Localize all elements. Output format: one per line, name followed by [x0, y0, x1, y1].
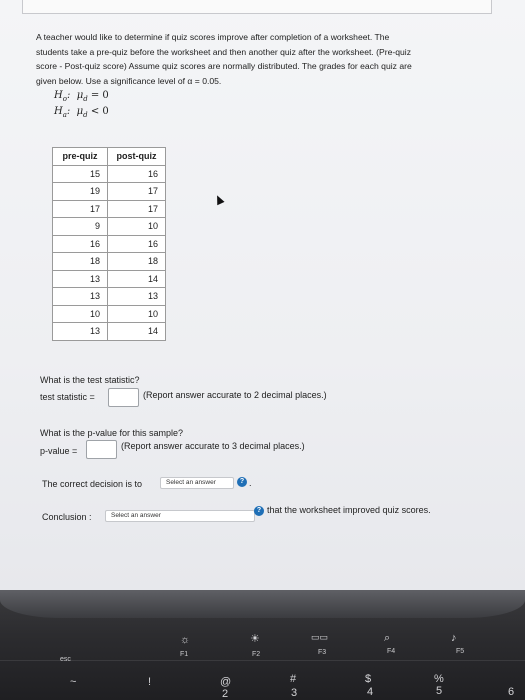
- pre-quiz-cell: 19: [53, 183, 108, 201]
- keyboard-row-divider: [0, 660, 525, 661]
- post-quiz-cell: 17: [108, 183, 166, 201]
- mission-control-icon: ▭▭: [311, 632, 329, 642]
- pre-quiz-cell: 13: [53, 323, 108, 341]
- problem-line: given below. Use a significance level of α = 0.05.: [36, 75, 222, 86]
- key-percent[interactable]: %: [434, 673, 444, 685]
- pre-quiz-cell: 13: [53, 288, 108, 306]
- pre-quiz-cell: 17: [53, 200, 108, 218]
- laptop-bezel: [0, 590, 525, 618]
- key-4[interactable]: 4: [367, 686, 374, 698]
- key-tilde[interactable]: ~: [70, 676, 77, 688]
- pvalue-note: (Report answer accurate to 3 decimal places.): [121, 441, 305, 451]
- key-dollar[interactable]: $: [365, 673, 372, 685]
- conclusion-tail: that the worksheet improved quiz scores.: [267, 505, 431, 515]
- post-quiz-cell: 16: [108, 165, 166, 183]
- brightness-down-icon: ☼: [180, 634, 191, 646]
- column-header-post-quiz: post-quiz: [108, 148, 166, 166]
- post-quiz-cell: 14: [108, 323, 166, 341]
- post-quiz-cell: 10: [108, 305, 166, 323]
- conclusion-label: Conclusion :: [42, 512, 92, 522]
- table-row: [53, 305, 166, 323]
- microphone-icon: ♪: [451, 632, 457, 644]
- problem-line: score - Post-quiz score) Assume quiz scores are normally distributed. The grades for each quiz are: [36, 61, 412, 72]
- key-3[interactable]: 3: [291, 687, 298, 699]
- alternative-hypothesis: $H_a$: $\mu_d < 0$: [54, 106, 109, 119]
- help-icon[interactable]: ?: [254, 506, 264, 516]
- help-icon[interactable]: ?: [237, 477, 247, 487]
- key-f5[interactable]: F5: [456, 648, 465, 655]
- key-6[interactable]: 6: [508, 686, 515, 698]
- post-quiz-cell: 10: [108, 218, 166, 236]
- pre-quiz-cell: 9: [53, 218, 108, 236]
- column-header-pre-quiz: pre-quiz: [53, 148, 108, 166]
- brightness-up-icon: ☀: [250, 633, 260, 645]
- table-row: [53, 183, 166, 201]
- table-row: [53, 235, 166, 253]
- spotlight-search-icon: ⌕: [384, 632, 391, 644]
- post-quiz-cell: 13: [108, 288, 166, 306]
- table-row: [53, 218, 166, 236]
- conclusion-select[interactable]: Select an answer: [105, 510, 255, 522]
- problem-line: A teacher would like to determine if quiz scores improve after completion of a worksheet. The: [36, 32, 390, 42]
- pvalue-input[interactable]: [86, 440, 117, 459]
- key-esc[interactable]: esc: [60, 656, 71, 663]
- decision-period: .: [249, 478, 252, 488]
- post-quiz-cell: 14: [108, 270, 166, 288]
- test-statistic-input[interactable]: [108, 388, 139, 407]
- problem-statement: [36, 30, 488, 88]
- key-hash[interactable]: #: [290, 673, 297, 685]
- pre-quiz-cell: 13: [53, 270, 108, 288]
- table-row: [53, 270, 166, 288]
- table-row: [53, 200, 166, 218]
- table-row: [53, 253, 166, 271]
- previous-question-panel: [22, 0, 492, 14]
- post-quiz-cell: 17: [108, 200, 166, 218]
- test-statistic-label: test statistic =: [40, 392, 95, 402]
- key-at[interactable]: @: [220, 676, 232, 688]
- key-f3[interactable]: F3: [318, 649, 327, 656]
- test-statistic-question: What is the test statistic?: [40, 375, 140, 385]
- test-statistic-note: (Report answer accurate to 2 decimal places.): [143, 390, 327, 400]
- null-hypothesis: $H_o$: $\mu_d = 0$: [54, 90, 109, 103]
- pre-quiz-cell: 16: [53, 235, 108, 253]
- key-f2[interactable]: F2: [252, 651, 261, 658]
- pre-quiz-cell: 10: [53, 305, 108, 323]
- table-row: [53, 165, 166, 183]
- pvalue-question: What is the p-value for this sample?: [40, 428, 184, 438]
- key-exclamation[interactable]: !: [148, 676, 152, 688]
- table-row: [53, 288, 166, 306]
- pvalue-label: p-value =: [40, 446, 78, 456]
- pre-quiz-cell: 18: [53, 253, 108, 271]
- post-quiz-cell: 18: [108, 253, 166, 271]
- key-2[interactable]: 2: [222, 688, 229, 700]
- table-row: [53, 323, 166, 341]
- key-f1[interactable]: F1: [180, 651, 189, 658]
- quiz-scores-table: [52, 147, 166, 341]
- key-5[interactable]: 5: [436, 685, 443, 697]
- post-quiz-cell: 16: [108, 235, 166, 253]
- decision-select[interactable]: Select an answer: [160, 477, 234, 489]
- problem-line: students take a pre-quiz before the worksheet and then another quiz after the worksheet. (Pre-quiz: [36, 46, 411, 57]
- mouse-cursor-icon: [213, 194, 224, 206]
- pre-quiz-cell: 15: [53, 165, 108, 183]
- key-f4[interactable]: F4: [387, 648, 396, 655]
- table-header-row: [53, 148, 166, 166]
- decision-label: The correct decision is to: [42, 479, 143, 489]
